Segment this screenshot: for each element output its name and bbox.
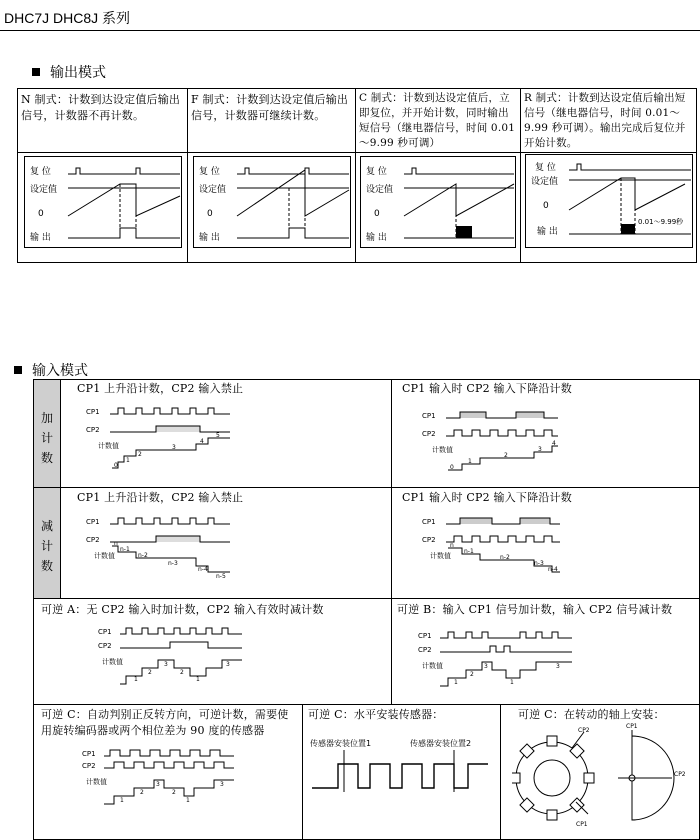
row-divider bbox=[33, 487, 700, 488]
sub-count-label bbox=[34, 488, 60, 598]
cp2-label: CP2 bbox=[418, 646, 432, 654]
output-pulse bbox=[621, 224, 635, 234]
input-section-title bbox=[14, 360, 88, 380]
count-val: n-3 bbox=[534, 560, 544, 567]
add-left-title: CP1 上升沿计数，CP2 输入禁止 bbox=[77, 382, 244, 395]
cp1-label: CP1 bbox=[626, 723, 638, 730]
count-label: 计数值 bbox=[98, 442, 119, 450]
col-divider bbox=[391, 379, 392, 704]
count-val: 2 bbox=[148, 669, 152, 676]
cp2-label: CP2 bbox=[422, 430, 436, 438]
col-divider bbox=[187, 88, 188, 263]
add-left-waveform bbox=[84, 400, 232, 474]
cp2-label: CP2 bbox=[86, 426, 100, 434]
col-divider bbox=[60, 379, 61, 598]
count-val: 1 bbox=[134, 676, 138, 683]
count-val: n bbox=[450, 542, 454, 549]
label-output: 输 出 bbox=[30, 233, 51, 243]
count-val: 1 bbox=[196, 676, 200, 683]
rev-c2-sensor-diagram bbox=[308, 734, 494, 794]
cp2-label: CP2 bbox=[674, 771, 686, 778]
count-val: n-1 bbox=[464, 548, 474, 555]
count-val: 2 bbox=[172, 789, 176, 796]
count-val: n-4 bbox=[198, 566, 208, 573]
mode-r-text: R 制式：计数到达设定值后输出短信号（继电器信号，时间 0.01～9.99 秒可调）。输出完成后复位并开始计数。 bbox=[524, 92, 686, 149]
count-val: 0 bbox=[114, 462, 118, 469]
count-val: 2 bbox=[504, 452, 508, 459]
count-val: 3 bbox=[538, 446, 542, 453]
mode-r-diagram bbox=[525, 154, 693, 248]
output-title-text: 输出模式 bbox=[50, 65, 106, 81]
cp2-label: CP2 bbox=[98, 642, 112, 650]
rev-a-title: 可逆 A：无 CP2 输入时加计数，CP2 输入有效时减计数 bbox=[41, 603, 324, 616]
count-val: 1 bbox=[126, 457, 130, 464]
count-val: 3 bbox=[556, 663, 560, 670]
square-bullet-icon bbox=[14, 366, 22, 374]
label-zero: 0 bbox=[207, 209, 213, 219]
cp2-label: CP2 bbox=[86, 536, 100, 544]
output-pulse bbox=[456, 226, 472, 238]
add-count-text: 加计数 bbox=[40, 411, 53, 465]
count-val: 1 bbox=[468, 458, 472, 465]
count-val: 1 bbox=[186, 797, 190, 804]
count-val: n bbox=[114, 540, 118, 547]
input-title-text: 输入模式 bbox=[32, 363, 88, 379]
count-val: n-2 bbox=[138, 552, 148, 559]
rev-c3-title: 可逆 C：在转动的轴上安装： bbox=[518, 708, 665, 721]
label-reset: 复 位 bbox=[366, 167, 387, 177]
rev-c1-title: 可逆 C：自动判别正反转方向，可逆计数，需要使用旋转编码器或两个相位差为 90 度的传感器 bbox=[41, 708, 289, 737]
count-val: 3 bbox=[172, 444, 176, 451]
count-val: 1 bbox=[510, 679, 514, 686]
count-val: 3 bbox=[484, 663, 488, 670]
add-right-waveform bbox=[420, 404, 560, 476]
count-val: 3 bbox=[220, 781, 224, 788]
row-divider bbox=[33, 704, 700, 705]
cp1-label: CP1 bbox=[418, 632, 432, 640]
label-output: 输 出 bbox=[199, 233, 220, 243]
label-output: 输 出 bbox=[537, 227, 558, 237]
count-val: 2 bbox=[470, 671, 474, 678]
count-label: 计数值 bbox=[94, 552, 115, 560]
rev-b-title: 可逆 B：输入 CP1 信号加计数，输入 CP2 信号减计数 bbox=[397, 603, 673, 616]
count-val: n-5 bbox=[216, 573, 226, 580]
label-output: 输 出 bbox=[366, 233, 387, 243]
count-val: 0 bbox=[450, 464, 454, 471]
mode-c-diagram bbox=[360, 156, 516, 248]
count-val: 2 bbox=[140, 789, 144, 796]
row-divider bbox=[17, 152, 697, 153]
count-val: 2 bbox=[138, 451, 142, 458]
add-count-label bbox=[34, 380, 60, 487]
count-val: n-1 bbox=[120, 546, 130, 553]
page-header: DHC7J DHC8J 系列 bbox=[4, 10, 131, 26]
label-zero: 0 bbox=[374, 209, 380, 219]
add-right-title: CP1 输入时 CP2 输入下降沿计数 bbox=[402, 382, 572, 395]
cp1-label: CP1 bbox=[86, 518, 100, 526]
square-bullet-icon bbox=[32, 68, 40, 76]
sub-right-title: CP1 输入时 CP2 输入下降沿计数 bbox=[402, 491, 572, 504]
col-divider bbox=[302, 704, 303, 840]
rev-a-waveform bbox=[96, 620, 246, 692]
cp1-label: CP1 bbox=[576, 821, 588, 828]
col-divider bbox=[500, 704, 501, 840]
mode-f-diagram bbox=[193, 156, 351, 248]
label-setvalue: 设定值 bbox=[531, 177, 559, 187]
label-reset: 复 位 bbox=[199, 167, 220, 177]
mode-n-diagram bbox=[24, 156, 182, 248]
cp1-label: CP1 bbox=[86, 408, 100, 416]
count-label: 计数值 bbox=[86, 778, 107, 786]
col-divider bbox=[520, 88, 521, 263]
count-label: 计数值 bbox=[432, 446, 453, 454]
count-val: n-4 bbox=[548, 566, 558, 573]
sensor-pos1-label: 传感器安装位置1 bbox=[310, 739, 372, 748]
sub-right-waveform bbox=[420, 510, 562, 586]
mode-c-text: C 制式：计数到达设定值后，立即复位，并开始计数，同时输出短信号（继电器信号，时间 0.01～9.99 秒可调） bbox=[359, 92, 516, 149]
mode-n-text: N 制式：计数到达设定值后输出信号，计数器不再计数。 bbox=[21, 93, 181, 122]
rev-b-waveform bbox=[416, 624, 576, 694]
cp1-label: CP1 bbox=[422, 412, 436, 420]
label-time-range: 0.01～9.99秒 bbox=[638, 218, 684, 226]
count-val: 5 bbox=[216, 432, 220, 439]
cp1-label: CP1 bbox=[422, 518, 436, 526]
label-setvalue: 设定值 bbox=[30, 185, 58, 195]
count-label: 计数值 bbox=[422, 662, 443, 670]
count-val: n-2 bbox=[500, 554, 510, 561]
sub-left-waveform bbox=[84, 510, 232, 586]
label-zero: 0 bbox=[543, 201, 549, 211]
count-label: 计数值 bbox=[430, 552, 451, 560]
rev-c1-waveform bbox=[80, 742, 236, 812]
count-val: 4 bbox=[552, 440, 556, 447]
col-divider bbox=[355, 88, 356, 263]
count-val: 3 bbox=[156, 781, 160, 788]
cp1-label: CP1 bbox=[82, 750, 96, 758]
count-val: 3 bbox=[226, 661, 230, 668]
count-val: 1 bbox=[454, 679, 458, 686]
cp2-label: CP2 bbox=[578, 727, 590, 734]
count-val: n-3 bbox=[168, 560, 178, 567]
count-val: 1 bbox=[120, 797, 124, 804]
rev-c3-shaft-diagram bbox=[512, 722, 696, 834]
header-rule bbox=[0, 30, 700, 31]
mode-f-text: F 制式：计数到达设定值后输出信号，计数器可继续计数。 bbox=[191, 93, 349, 122]
sub-count-text: 减计数 bbox=[40, 519, 53, 573]
count-val: 3 bbox=[164, 661, 168, 668]
label-setvalue: 设定值 bbox=[366, 185, 394, 195]
rev-c2-title: 可逆 C：水平安装传感器： bbox=[308, 708, 444, 721]
output-section-title bbox=[32, 62, 106, 82]
cp1-label: CP1 bbox=[98, 628, 112, 636]
sub-left-title: CP1 上升沿计数，CP2 输入禁止 bbox=[77, 491, 244, 504]
count-label: 计数值 bbox=[102, 658, 123, 666]
label-zero: 0 bbox=[38, 209, 44, 219]
label-setvalue: 设定值 bbox=[199, 185, 227, 195]
row-divider bbox=[33, 598, 700, 599]
cp2-label: CP2 bbox=[82, 762, 96, 770]
cp2-label: CP2 bbox=[422, 536, 436, 544]
label-reset: 复 位 bbox=[535, 163, 556, 173]
count-val: 4 bbox=[200, 438, 204, 445]
sensor-pos2-label: 传感器安装位置2 bbox=[410, 739, 472, 748]
count-val: 2 bbox=[180, 669, 184, 676]
label-reset: 复 位 bbox=[30, 167, 51, 177]
